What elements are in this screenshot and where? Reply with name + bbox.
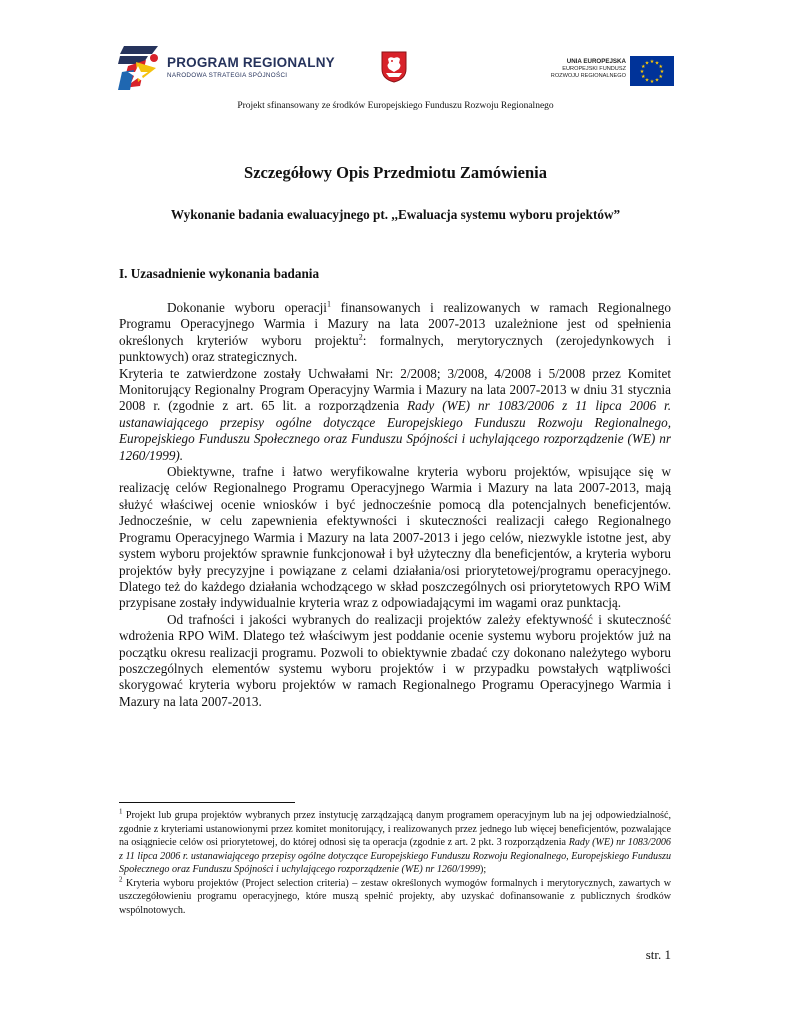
eu-logo-line1: UNIA EUROPEJSKA <box>566 58 626 65</box>
footnote-ref-2: 2 <box>358 332 363 342</box>
footnote-2-text: Kryteria wyboru projektów (Project selection criteria) – zestaw określonych wymogów formalnych i merytorycznych, zawartych w uszczegółowieniu programu operacyjnego, które muszą spełnić projekty, aby uzyskać dofinansowanie z publicznych środków wspólnotowych. <box>119 877 671 916</box>
coat-of-arms-icon <box>381 51 407 83</box>
program-logo-title: PROGRAM REGIONALNY <box>167 55 335 70</box>
paragraph-2 <box>119 366 671 464</box>
program-regionalny-logo <box>118 42 335 92</box>
footnote-1-text-a: Projekt lub grupa projektów wybranych przez instytucję zarządzającą danym programem operacyjnym lub na jej odpowiedzialność, zgodnie z kryteriami ustanowionymi przez komitet monitorujący, i realizowanych przez jednego lub więcej beneficjentów, pozwalające na osiągniecie celów osi priorytetowej, do której odnosi się ta operacja (zgodnie z art. 2 pkt. 3 rozporządzenia <box>119 810 671 848</box>
footnotes <box>119 809 671 917</box>
svg-text:★: ★ <box>644 60 650 67</box>
para2-text-a: Kryteria te zatwierdzone zostały Uchwałami Nr: 2/2008; 3/2008, 4/2008 i 5/2008 przez Komitet Monitorujący Regionalny Program Operacyjny Warmia i Mazury na lata 2007-2013 w dniu 31 stycznia 2008 r. (zgodnie z art. 65 lit. a rozporządzenia <box>119 365 671 414</box>
footnote-ref-1: 1 <box>326 299 331 309</box>
svg-text:★: ★ <box>641 64 646 70</box>
svg-text:★: ★ <box>649 59 655 65</box>
document-title: Szczegółowy Opis Przedmiotu Zamówienia <box>244 163 547 182</box>
para1-text-b: finansowanych i realizowanych w ramach Regionalnego Programu Operacyjnego Warmia i Mazury na lata 2007-2013 uzależnione jest od spełnienia określonych kryteriów wyboru projektu <box>119 300 671 348</box>
para2-regulation-italic: Rady (WE) nr 1083/2006 z 11 lipca 2006 r. ustanawiającego przepisy ogólne dotyczące Europejskiego Funduszu Rozwoju Regionalnego, Europejskiego Funduszu Społecznego oraz Funduszu Spójności i uchylającego rozporządzenie (WE) nr 1260/1999). <box>119 398 671 463</box>
svg-text:★: ★ <box>658 64 663 70</box>
section-heading: I. Uzasadnienie wykonania badania <box>119 266 320 281</box>
svg-text:★: ★ <box>639 69 645 75</box>
footnote-1-italic: Rady (WE) nr 1083/2006 z 11 lipca 2006 r. ustanawiającego przepisy ogólne dotyczące Europejskiego Funduszu Rozwoju Regionalnego, Europejskiego Funduszu Społecznego oraz Funduszu Spójności i uchylającego rozporządzenie (WE) nr 1260/1999 <box>119 837 671 875</box>
svg-text:★: ★ <box>658 74 663 80</box>
document-subtitle: Wykonanie badania ewaluacyjnego pt. ,,Ewaluacja systemu wyboru projektów” <box>170 207 621 222</box>
svg-text:★: ★ <box>654 77 660 84</box>
footnote-2-number: 2 <box>119 875 123 884</box>
footnote-2 <box>119 877 671 918</box>
para1-text-a: Dokonanie wyboru operacji <box>167 300 327 315</box>
para1-text-c: : formalnych, merytorycznych (zerojedynkowych i punktowych) oraz strategicznych. <box>119 332 671 365</box>
footnote-1 <box>119 809 671 877</box>
eu-flag-icon <box>630 56 674 86</box>
paragraph-4: Od trafności i jakości wybranych do realizacji projektów zależy efektywność i skuteczność wdrożenia RPO WiM. Dlatego też właściwym jest poddanie ocenie systemu wyboru projektów już na początku okresu realizacji programu. Pozwoli to obiektywnie zbadać czy dokonano należytego wyboru poszczególnych elementów systemu wyboru projektów i w przypadku powstałych wątpliwości skorygować kryteria wyboru projektów w ramach Regionalnego Programu Operacyjnego Warmia i Mazury na lata 2007-2013. <box>119 611 671 709</box>
funding-note: Projekt sfinansowany ze środków Europejskiego Funduszu Rozwoju Regionalnego <box>237 101 554 111</box>
nss-emblem-icon <box>118 42 164 92</box>
eu-logo <box>550 58 674 88</box>
page-number: str. 1 <box>645 947 671 962</box>
eu-logo-line2: EUROPEJSKI FUNDUSZ <box>562 66 626 72</box>
body-text <box>119 300 671 710</box>
footnote-separator <box>119 802 295 803</box>
footnote-1-number: 1 <box>119 807 123 816</box>
footnote-1-text-b: ); <box>480 864 487 875</box>
svg-text:★: ★ <box>659 69 665 75</box>
svg-text:★: ★ <box>654 60 660 67</box>
paragraph-1 <box>119 300 671 366</box>
svg-text:★: ★ <box>644 77 650 84</box>
paragraph-3: Obiektywne, trafne i łatwo weryfikowalne kryteria wyboru projektów, wpisujące się w realizację celów Regionalnego Programu Operacyjnego Warmia i Mazury na lata 2007-2013, mają służyć właściwej ocenie wniosków i być jednocześnie pomocą dla potencjalnych beneficjentów. Jednocześnie, w celu zapewnienia efektywności i skuteczności realizacji całego Regionalnego Programu Operacyjnego Warmia i Mazury na lata 2007-2013 i jego celów, niezwykle istotne jest, aby system wyboru projektów sprawnie funkcjonował i był użyteczny dla beneficjentów, a kryteria wyboru projektów były precyzyjne i powiązane z celami działania/osi priorytetowej/programu operacyjnego. Dlatego też do każdego działania wchodzącego w skład poszczególnych osi priorytetowych RPO WiM przypisane zostały indywidualnie kryteria wraz z odpowiadającymi im wagami oraz punktacją. <box>119 464 671 611</box>
svg-text:★: ★ <box>641 74 646 80</box>
eu-logo-line3: ROZWOJU REGIONALNEGO <box>550 73 626 79</box>
svg-text:★: ★ <box>649 79 655 85</box>
program-logo-subtitle: NARODOWA STRATEGIA SPÓJNOŚCI <box>167 72 288 79</box>
